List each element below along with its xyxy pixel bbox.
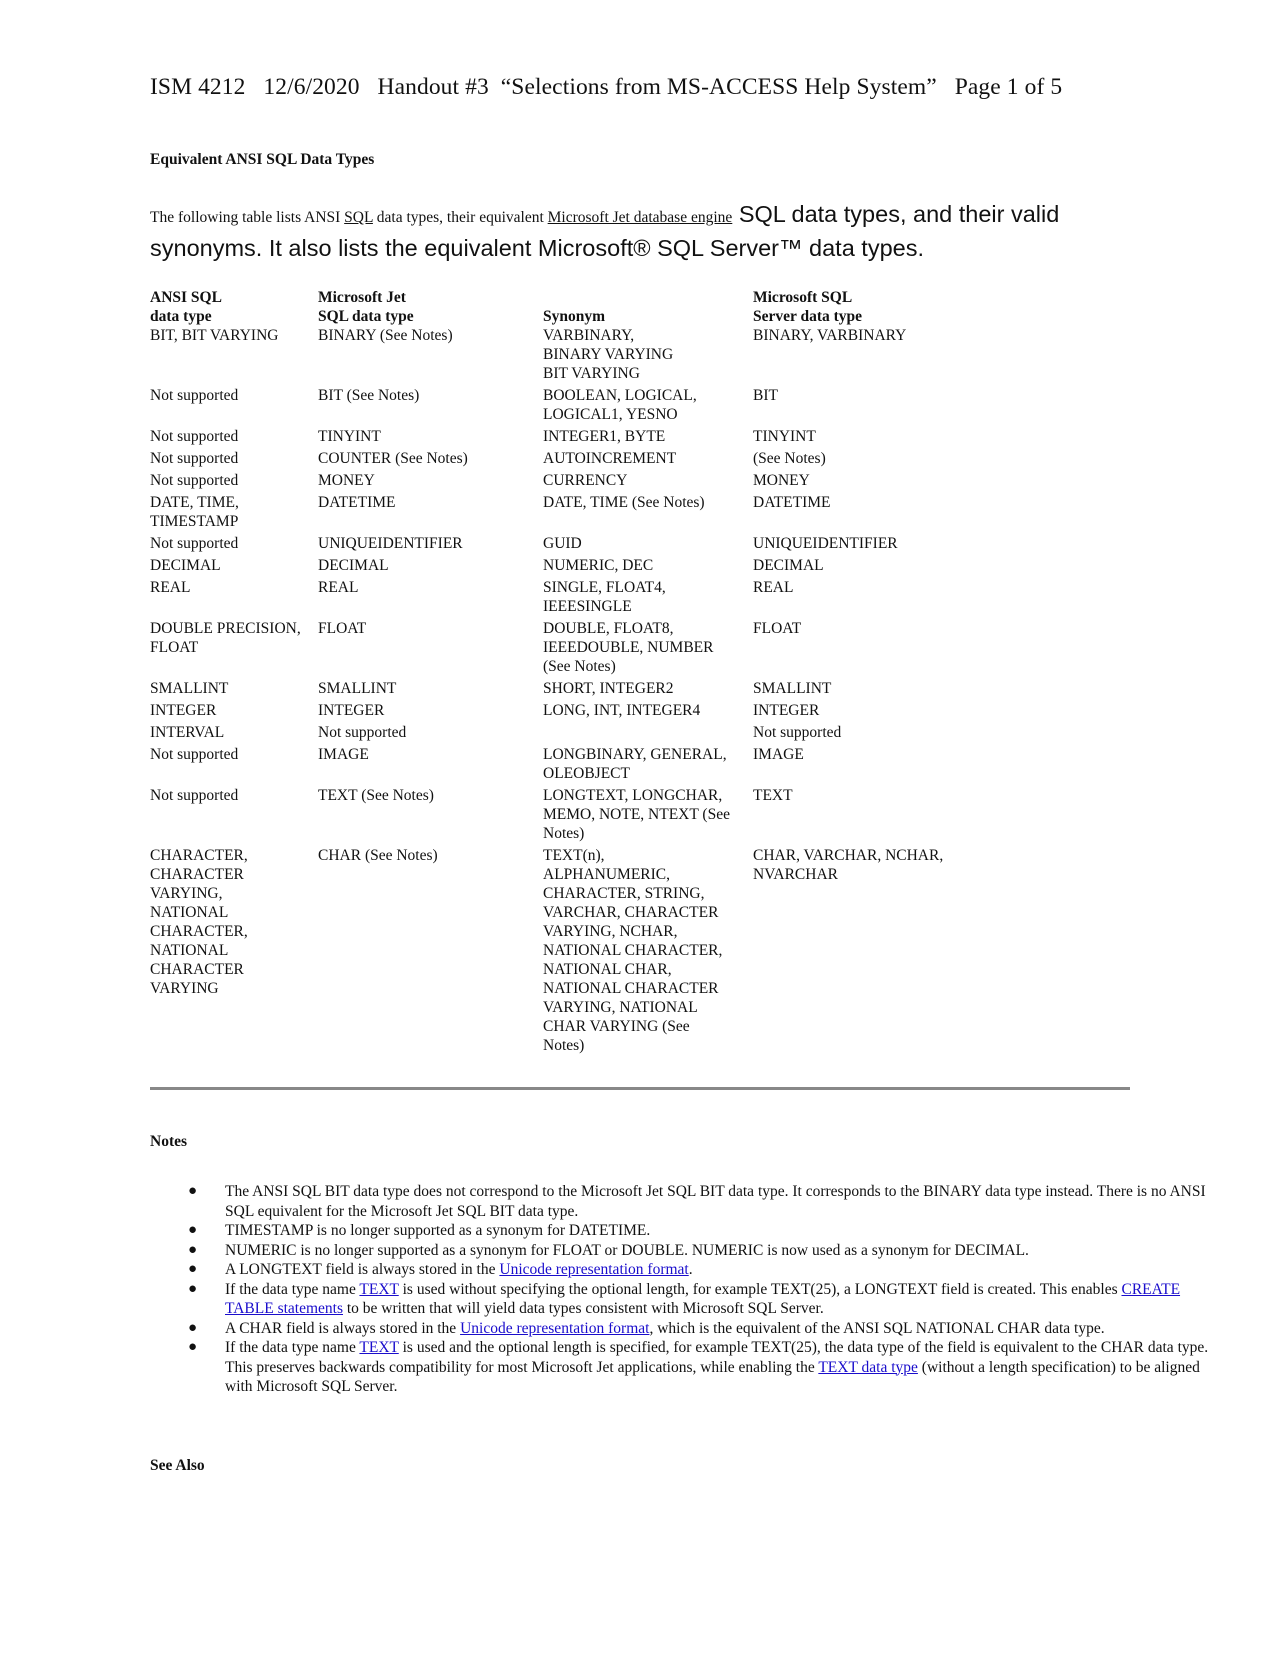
synonym-cell: DOUBLE, FLOAT8, IEEEDOUBLE, NUMBER (See Notes) [543,620,714,675]
synonym-cell: AUTOINCREMENT [543,450,677,467]
synonym-cell: TEXT(n), ALPHANUMERIC, CHARACTER, STRING, VARCHAR, CHARACTER VARYING, NCHAR, NATIONAL CHARACTER, NATIONAL CHAR, NATIONAL CHARACTER VARYING, NATIONAL CHAR VARYING (See Notes) [543,847,723,1054]
intro-text-3: SQL data types, and their valid synonyms. It also lists the equivalent Microsoft® SQL Server™ data types. [150,201,1060,261]
sql-link[interactable]: SQL [344,209,373,226]
ansi-sql-cell: Not supported [150,472,239,489]
jet-engine-link[interactable]: Microsoft Jet database engine [547,209,733,226]
ansi-sql-cell: Not supported [150,746,239,763]
intro-paragraph [150,199,1130,267]
synonym-cell [543,723,753,745]
header-synonym: Synonym [543,308,606,325]
synonym-cell: LONGTEXT, LONGCHAR, MEMO, NOTE, NTEXT (See Notes) [543,787,730,842]
ansi-sql-cell: Not supported [150,428,239,445]
synonym-cell: LONGBINARY, GENERAL, OLEOBJECT [543,746,727,782]
table-row [150,723,1013,745]
header-sql-server: Microsoft SQL Server data type [753,289,863,325]
text-link[interactable]: TEXT [359,1339,399,1356]
note-item: ● The ANSI SQL BIT data type does not correspond to the Microsoft Jet SQL BIT data type. It corresponds to the BINARY data type instead. There is no ANSI SQL equivalent for the Microsoft Jet SQL BIT data type. [188,1183,1206,1220]
sql-server-cell: SMALLINT [753,680,832,697]
bullet-icon: ● [188,1241,198,1258]
table-row [150,427,1013,449]
table-row [150,556,1013,578]
bullet-icon: ● [188,1339,198,1355]
table-row [150,846,1013,1058]
sql-server-cell: (See Notes) [753,450,826,467]
synonym-cell: VARBINARY, BINARY VARYING BIT VARYING [543,327,674,382]
synonym-cell: NUMERIC, DEC [543,557,654,574]
jet-sql-cell: COUNTER (See Notes) [318,450,468,467]
jet-sql-cell: SMALLINT [318,680,397,697]
bullet-icon: ● [188,1261,198,1277]
unicode-format-link[interactable]: Unicode representation format [460,1319,650,1337]
table-row [150,679,1013,701]
unicode-format-link[interactable]: Unicode representation format [499,1261,689,1278]
ansi-sql-cell: CHARACTER, CHARACTER VARYING, NATIONAL CHARACTER, NATIONAL CHARACTER VARYING [150,847,248,997]
ansi-sql-cell: INTERVAL [150,724,225,741]
sql-server-cell: REAL [753,579,794,596]
ansi-sql-cell: SMALLINT [150,680,229,697]
sql-server-cell: BINARY, VARBINARY [753,327,907,344]
header-jet-sql: Microsoft Jet SQL data type [318,289,414,325]
notes-list [150,1182,1210,1397]
bullet-icon: ● [188,1183,198,1199]
synonym-cell: SINGLE, FLOAT4, IEEESINGLE [543,579,666,615]
bullet-icon: ● [188,1280,198,1297]
jet-sql-cell: TEXT (See Notes) [318,787,434,804]
jet-sql-cell: BIT (See Notes) [318,387,420,404]
table-row [150,619,1013,679]
see-also-title: See Also [150,1457,205,1474]
table-body [150,326,1013,1058]
table-row [150,386,1013,427]
jet-sql-cell: BINARY (See Notes) [318,327,453,344]
synonym-cell: SHORT, INTEGER2 [543,680,674,697]
jet-sql-cell: IMAGE [318,746,369,763]
sql-server-cell: CHAR, VARCHAR, NCHAR, NVARCHAR [753,847,944,883]
intro-text-1: The following table lists ANSI [150,209,345,226]
text-link[interactable]: TEXT [359,1280,399,1298]
table-row [150,493,1013,534]
sql-server-cell: TEXT [753,787,793,804]
note-item: ● A CHAR field is always stored in the Unicode representation format, which is the equivalent of the ANSI SQL NATIONAL CHAR data type. [188,1319,1105,1337]
section-title: Equivalent ANSI SQL Data Types [150,151,375,168]
sql-server-cell: Not supported [753,724,842,741]
sql-server-cell: MONEY [753,472,810,489]
table-row [150,471,1013,493]
ansi-sql-cell: BIT, BIT VARYING [150,327,279,344]
ansi-sql-cell: Not supported [150,450,239,467]
table-row [150,701,1013,723]
jet-sql-cell: DECIMAL [318,557,389,574]
note-item: ● If the data type name TEXT is used without specifying the optional length, for example TEXT(25), a LONGTEXT field is created. This enables CREATE TABLE statements to be written that will yield data types consistent with Microsoft SQL Server. [188,1280,1181,1317]
ansi-sql-cell: DOUBLE PRECISION, FLOAT [150,620,301,656]
jet-sql-cell: UNIQUEIDENTIFIER [318,535,463,552]
jet-sql-cell: CHAR (See Notes) [318,847,438,864]
note-item: ● TIMESTAMP is no longer supported as a synonym for DATETIME. [188,1222,651,1239]
table-row [150,449,1013,471]
intro-text-2: data types, their equivalent [372,209,548,226]
notes-title: Notes [150,1133,188,1150]
jet-sql-cell: INTEGER [318,702,385,719]
table-row [150,534,1013,556]
ansi-sql-cell: DATE, TIME, TIMESTAMP [150,494,239,530]
ansi-sql-cell: Not supported [150,387,239,404]
table-row [150,745,1013,786]
jet-sql-cell: FLOAT [318,620,367,637]
jet-sql-cell: MONEY [318,472,375,489]
jet-sql-cell: TINYINT [318,428,381,445]
sql-server-cell: INTEGER [753,702,820,719]
ansi-sql-cell: INTEGER [150,702,217,719]
header-ansi-sql: ANSI SQL data type [150,289,222,325]
table-row [150,326,1013,386]
table-row [150,578,1013,619]
sql-server-cell: FLOAT [753,620,802,637]
table-header-row [150,288,1013,326]
sql-server-cell: BIT [753,387,778,404]
create-table-link[interactable]: CREATE TABLE statements [225,1280,1181,1317]
synonym-cell: LONG, INT, INTEGER4 [543,702,701,719]
bullet-icon: ● [188,1222,198,1238]
sql-server-cell: UNIQUEIDENTIFIER [753,535,898,552]
note-item: ● NUMERIC is no longer supported as a synonym for FLOAT or DOUBLE. NUMERIC is now used as a synonym for DECIMAL. [188,1241,1029,1259]
sql-server-cell: DATETIME [753,494,831,511]
note-item: ● A LONGTEXT field is always stored in the Unicode representation format. [188,1261,693,1278]
synonym-cell: DATE, TIME (See Notes) [543,494,705,511]
ansi-sql-cell: DECIMAL [150,557,221,574]
ansi-sql-cell: REAL [150,579,191,596]
sql-server-cell: IMAGE [753,746,804,763]
jet-sql-cell: Not supported [318,724,407,741]
sql-server-cell: TINYINT [753,428,816,445]
synonym-cell: INTEGER1, BYTE [543,428,666,445]
sql-server-cell: DECIMAL [753,557,824,574]
ansi-sql-cell: Not supported [150,535,239,552]
synonym-cell: GUID [543,535,582,552]
page-header: ISM 4212 12/6/2020 Handout #3 “Selections from MS-ACCESS Help System” Page 1 of 5 [150,74,1063,100]
bullet-icon: ● [188,1319,198,1336]
horizontal-rule [150,1087,1130,1090]
note-item: ● If the data type name TEXT is used and the optional length is specified, for example TEXT(25), the data type of the field is equivalent to the CHAR data type. This preserves backwards compatibility for most Microsoft Jet applications, while enabling the TEXT data type (without a length specification) to be aligned with Microsoft SQL Server. [188,1339,1209,1395]
table-row [150,786,1013,846]
synonym-cell: CURRENCY [543,472,628,489]
jet-sql-cell: DATETIME [318,494,396,511]
text-data-type-link[interactable]: TEXT data type [818,1358,918,1376]
jet-sql-cell: REAL [318,579,359,596]
data-types-table [150,288,1013,1058]
ansi-sql-cell: Not supported [150,787,239,804]
synonym-cell: BOOLEAN, LOGICAL, LOGICAL1, YESNO [543,387,697,423]
